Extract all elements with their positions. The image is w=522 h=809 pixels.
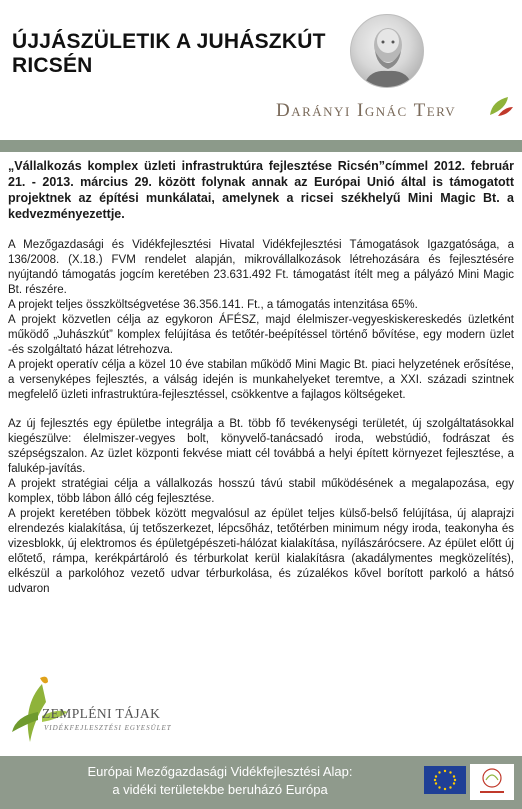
paragraph-4: A projekt operatív célja a közel 10 éve stabilan működő Mini Magic Bt. piaci helyzetének erősítése, a versenyképes fejlesztés, a válság idején is munkahelyeket teremtve, a XXI. századi szintnek megfelelő üzleti infrastruktúra-fejlesztéssel, csökkentve a fajlagos költségeket. [8, 359, 514, 401]
zempleni-tajak-name: ZEMPLÉNI TÁJAK [42, 706, 161, 721]
page-title [12, 30, 326, 78]
article-body [8, 158, 514, 597]
paragraph-5: Az új fejlesztés egy épületbe integrálja a Bt. több fő tevékenységi területét, új szolgáltatásokkal kiegészülve: élelmiszer-vegyes bolt, könyvelő-tanácsadó iroda, webstúdió, fodrászat és szépségszalon. Az üzlet központi fekvése miatt cél továbbá a helyi épített környezet fejlesztése, a falukép-javítás. [8, 418, 514, 475]
footer-line-1: Európai Mezőgazdasági Vidékfejlesztési Alap: [87, 764, 353, 779]
rural-development-logo-icon [470, 764, 514, 800]
leaf-icon [488, 95, 514, 117]
paragraph-7: A projekt keretében többek között megvalósul az épület teljes külső-belső felújítása, új alaprajzi elrendezés kialakítása, új tetőszerkezet, lépcsőház, tetőtérben minimum négy iroda, teakonyha és vizesblokk, új elektromos és épületgépészeti-hálózat kialakítása, nyílászárócsere. Az épület előtt új előtető, rámpa, kerékpártároló és térburkolat kerül kialakításra (akadálymentes megközelítés), elkészül a parkolóhoz vezető udvar térburkolása, és zúzalékos kővel borított parkoló a hátsó udvaron [8, 508, 514, 595]
paragraph-1: A Mezőgazdasági és Vidékfejlesztési Hivatal Vidékfejlesztési Támogatások Igazgatósága, a 136/2008. (X.18.) FVM rendelet alapján, mikrovállalkozások létrehozására és fejlesztésére nyújtandó támogatás jogcím keretében 23.631.492 Ft. támogatást ítélt meg a pályázó Mini Magic Bt. részére. [8, 239, 514, 296]
lead-paragraph: „Vállalkozás komplex üzleti infrastruktúra fejlesztése Ricsén”címmel 2012. február 21. - 2013. március 29. között folynak annak az Európai Unió által is támogatott projektnek az építési munkálatai, amelynek a ricsei székhelyű Mini Magic Bt. a kedvezményezettje. [8, 159, 514, 221]
title-line-2: RICSÉN [12, 54, 93, 77]
spacer [8, 403, 514, 417]
zempleni-tajak-logo [12, 672, 232, 750]
portrait-image [350, 14, 424, 88]
paragraph-6: A projekt stratégiai célja a vállalkozás hosszú távú stabil működésének a megalapozása, egy komplex, több lábon álló cég fejlesztése. [8, 478, 514, 505]
header-stripe [0, 140, 522, 152]
footer-line-2: a vidéki területekbe beruházó Európa [112, 782, 328, 797]
paragraph-3: A projekt közvetlen célja az egykoron ÁFÉSZ, majd élelmiszer-vegyeskiskereskedés üzletként működő „Juhászkút” komplex felújítása és tetőtér-beépítéssel történő bővítése, egy modern üzlet -és szolgáltató házat létrehozva. [8, 314, 514, 356]
brand-wordmark: Darányi Ignác Terv [276, 100, 457, 121]
eu-flag-icon [424, 766, 466, 794]
header [0, 0, 522, 140]
footer-text [60, 763, 380, 799]
title-line-1: ÚJJÁSZÜLETIK A JUHÁSZKÚT [12, 30, 326, 53]
paragraph-2: A projekt teljes összköltségvetése 36.356.141. Ft., a támogatás intenzitása 65%. [8, 299, 418, 311]
zempleni-tajak-subtitle: VIDÉKFEJLESZTÉSI EGYESÜLET [44, 724, 172, 732]
footer-bar [0, 756, 522, 809]
